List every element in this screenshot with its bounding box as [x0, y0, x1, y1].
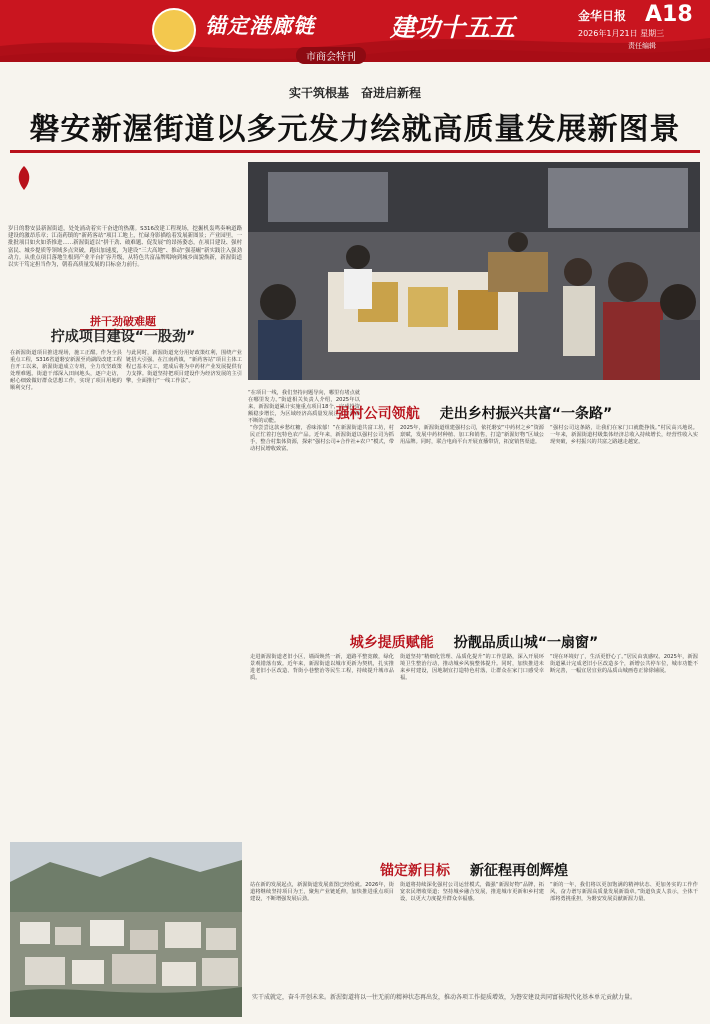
- section4-header: [248, 860, 700, 880]
- editor-credit: 责任编辑: [628, 42, 656, 50]
- headline-divider: [10, 150, 700, 153]
- section1-title: 拧成项目建设“一股劲”: [50, 329, 196, 345]
- exhibition-photo: [248, 162, 700, 380]
- banner-title-part2: 建功十五五: [390, 13, 516, 42]
- banner-subtitle: 市商会特刊: [296, 47, 366, 64]
- section4-column-c: “新的一年，我们将以更加饱满的精神状态、更加务实的工作作风，奋力谱写新渥高质量发展新篇章。”街道负责人表示，全体干部将勇挑重担，为磐安发展贡献新渥力量。: [550, 882, 698, 902]
- section3-column-b: 街道坚持“精细化管理、品质化提升”的工作思路，深入开展环境卫生整治行动，推动城乡风貌整体提升。同时，加快推进未来乡村建设，因地制宜打造特色村落，让群众在家门口感受幸福。: [400, 654, 544, 681]
- masthead-banner: [0, 0, 710, 62]
- section4-column-b: 街道将持续深化强村公司运营模式，做强“新渥好物”品牌，拓宽农民增收渠道；坚持城乡融合发展，推进城市更新和乡村建设，以更大力度提升群众幸福感。: [400, 882, 544, 902]
- page-number: A18: [645, 2, 693, 27]
- section1-column-b: 与此同时，新渥街道充分用好政策红利，围绕产业链招大引强。在江南药镇，“新药客站”项目主体工程已基本完工，建成后将为中药材产业发展提供有力支撑。街道坚持把项目建设作为经济发展的主引擎，全面推行“一线工作法”。: [126, 350, 242, 384]
- leaf-ornament-icon: [14, 164, 34, 192]
- section3-tag: 城乡提质赋能: [349, 635, 434, 651]
- section3-title: 扮靓品质山城“一扇窗”: [453, 635, 599, 651]
- section4-title: 新征程再创辉煌: [470, 863, 568, 879]
- banner-title-part1: 锚定港廊链: [205, 13, 315, 38]
- section1-column-a: 在新渥街道项目推进现场，施工正酣。作为全县重点工程，S316省道磐安新渥至尚湖段改建工程自开工以来，新渥街道成立专班，全力攻坚政策处理难题。街道干部深入田间地头，逐户走访，耐心细致做好群众思想工作，实现了项目用地的顺利交付。: [10, 350, 122, 391]
- chamber-emblem-icon: [152, 8, 196, 52]
- section4-tag: 锚定新目标: [380, 863, 450, 879]
- section1-column-c: “在项目一线，我们坚持问题导向，哪里有堵点就在哪里发力。”街道相关负责人介绍，2025年以来，新渥街道累计实施重点项目18个，完成投资额稳步增长，为区域经济高质量发展注入了源源不断的动能。: [248, 390, 360, 424]
- section3-column-a: 走进新渥街道老旧小区，墙面焕然一新，道路平整宽敞，绿化景观错落有致。近年来，新渥街道以城市更新为契机，扎实推进老旧小区改造、背街小巷整治等民生工程，持续提升城市品质。: [250, 654, 394, 681]
- section2-column-c: “强村公司这条路，让我们在家门口就能挣钱。”村民高兴地说。一年来，新渥街道村级集体经济总收入持续增长，经营性收入实现突破，乡村振兴的共富之路越走越宽。: [550, 425, 698, 445]
- issue-date: 2026年1月21日 星期三: [578, 29, 665, 38]
- intro-paragraph: 岁日的磐安县新渥街道，处处涌动着实干奋进的热潮。S316改建工程现场，挖掘机轰鸣奏响道路建设的激昂乐章；江南药镇的“新药客站”项目工地上，忙碌身影描绘着发展新图景；产业园里，一批批项目如火如荼推进……新渥街道以“拼干劲、破难题、促发展”的昂扬姿态，在项目建设、强村富民、城乡提质等领域多点突破，跑出加速度，为建设“三大高地”、推动“强基崛”新实践注入强劲动力。从重点项目落地生根到产业平台扩容升级，从特色共富品牌唱响到城乡面貌焕新，新渥街道以实干笃定担当作为，朝着高质量发展的目标奋力前行。: [8, 226, 242, 269]
- article-kicker: 实干筑根基 奋进启新程: [288, 86, 421, 100]
- section1-tag: 拼干劲破难题: [80, 313, 166, 330]
- article-headline: 磐安新渥街道以多元发力绘就高质量发展新图景: [29, 112, 681, 147]
- section2-header: [248, 403, 700, 423]
- section2-title: 走出乡村振兴共富“一条路”: [439, 406, 613, 422]
- section2-tag: 强村公司领航: [335, 406, 420, 422]
- section3-column-c: “现在环境好了，生活更舒心了。”居民由衷感叹。2025年，新渥街道累计完成老旧小区改造多个，新增公共停车位，城市功能不断完善，一幅宜居宜业的品质山城画卷正徐徐铺展。: [550, 654, 698, 674]
- aerial-town-photo: [10, 842, 242, 1017]
- section2-column-b: 2025年，新渥街道组建强村公司，依托磐安“中药材之乡”资源禀赋，发展中药材种植、加工和销售，打造“新渥好物”区域公用品牌。同时，联合电商平台开展直播带货，拓宽销售渠道。: [400, 425, 544, 445]
- closing-note: 实干成就定，奋斗开创未来。新渥街道将以一往无前的精神状态再出发，推动各项工作提质增效，为磐安建设共同富裕现代化基本单元贡献力量。: [252, 994, 637, 1001]
- section4-column-a: 站在新的发展起点，新渥街道发展蓝图已经绘就。2026年，街道将继续坚持项目为王，聚焦产业链延伸，加快推进重点项目建设，不断增强发展后劲。: [250, 882, 394, 902]
- section2-column-a: “你尝尝这款乡愁红糖，香味浓郁！”在新渥街道共富工坊，村民正忙着打包特色农产品。近年来，新渥街道以强村公司为抓手，整合村集体资源，探索“强村公司+合作社+农户”模式，带动村民增收致富。: [250, 425, 394, 452]
- section3-header: [248, 632, 700, 652]
- paper-name: 金华日报: [578, 9, 627, 23]
